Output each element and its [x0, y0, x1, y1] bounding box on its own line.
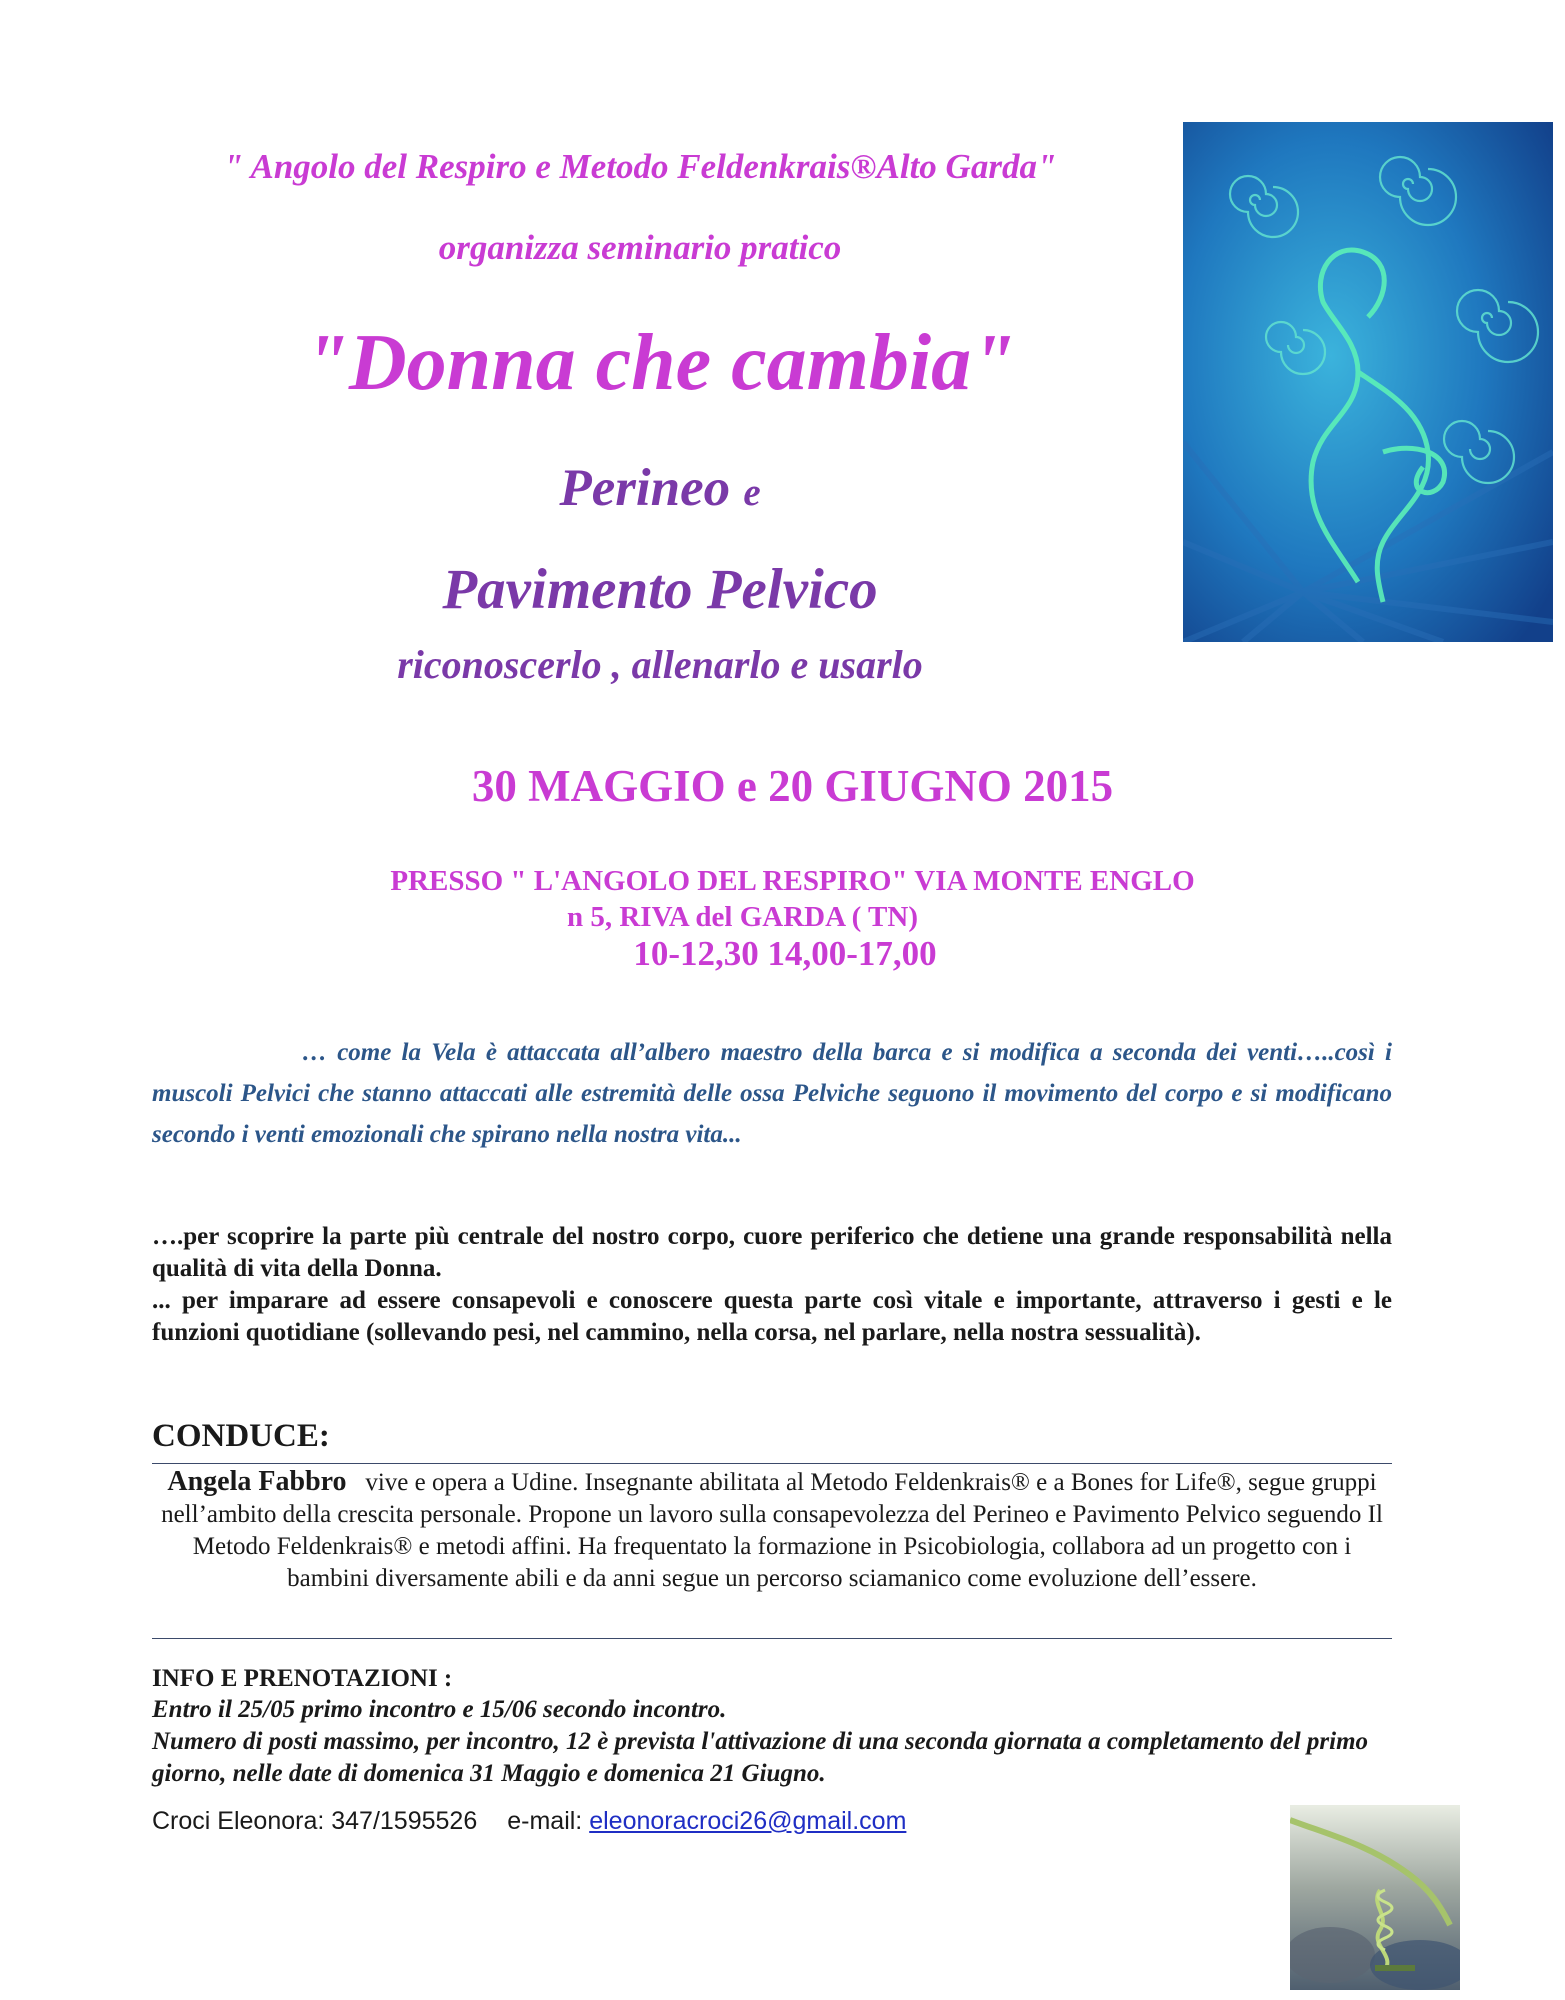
conduce-bio: [152, 1466, 1392, 1595]
purpose-paragraph-2: ... per imparare ad essere consapevoli e conoscere questa parte così vitale e importante, attraverso i gesti e le funzioni quotidiane (sollevando pesi, nel cammino, nella corsa, nel parlare, nella nostra sessualità).: [152, 1287, 1392, 1346]
event-times: 10-12,30 14,00-17,00: [633, 934, 937, 973]
subtitle-perineo: [120, 458, 1200, 518]
instructor-bio: vive e opera a Udine. Insegnante abilitata al Metodo Feldenkrais® e a Bones for Life®, segue gruppi nell’ambito della crescita personale. Propone un lavoro sulla consapevolezza del Perineo e Pavimento Pelvico seguendo Il Metodo Feldenkrais® e metodi affini. Ha frequentato la formazione in Psicobiologia, collabora ad un progetto con i bambini diversamente abili e da anni segue un percorso sciamanico come evoluzione dell’essere.: [161, 1469, 1383, 1592]
instructor-name: Angela Fabbro: [167, 1466, 347, 1497]
event-location-line2: n 5, RIVA del GARDA ( TN): [566, 901, 919, 933]
decorative-plant-image: [1290, 1805, 1460, 1990]
conduce-divider-bottom: [152, 1638, 1392, 1639]
subtitle-perineo-word: Perineo: [559, 459, 731, 517]
subtitle-actions: riconoscerlo , allenarlo e usarlo: [397, 642, 923, 687]
conduce-divider-top: [152, 1463, 1392, 1464]
contact-line: [152, 1807, 906, 1836]
info-heading: INFO E PRENOTAZIONI :: [152, 1665, 453, 1692]
email-link[interactable]: eleonoracroci26@gmail.com: [589, 1807, 907, 1835]
event-dates: 30 MAGGIO e 20 GIUGNO 2015: [471, 761, 1114, 811]
quote-paragraph: [152, 1032, 1392, 1155]
organizes-line: organizza seminario pratico: [438, 228, 842, 267]
purpose-paragraph-1: ….per scoprire la parte più centrale del nostro corpo, cuore periferico che detiene una grande responsabilità nella qualità di vita della Donna.: [152, 1223, 1392, 1282]
info-line-1: Entro il 25/05 primo incontro e 15/06 secondo incontro.: [152, 1696, 727, 1723]
email-label: e-mail:: [507, 1807, 583, 1835]
event-title: "Donna che cambia": [304, 319, 1016, 407]
organizer-line: " Angolo del Respiro e Metodo Feldenkrais®Alto Garda": [223, 147, 1057, 186]
conduce-heading: CONDUCE:: [152, 1418, 330, 1454]
quote-text: … come la Vela è attaccata all’albero maestro della barca e si modifica a seconda dei venti…..così i muscoli Pelvici che stanno attaccati alle estremità delle ossa Pelviche seguono il movimento del corpo e si modificano secondo i venti emozionali che spirano nella nostra vita...: [152, 1039, 1392, 1148]
decorative-artwork-image: [1183, 122, 1553, 642]
purpose-paragraphs: [152, 1221, 1392, 1349]
info-body: [152, 1694, 1392, 1790]
contact-name: Croci Eleonora: 347/1595526: [152, 1807, 478, 1835]
subtitle-pavimento: Pavimento Pelvico: [442, 558, 878, 621]
info-line-2: Numero di posti massimo, per incontro, 12 è prevista l'attivazione di una seconda giornata a completamento del primo giorno, nelle date di domenica 31 Maggio e domenica 21 Giugno.: [152, 1728, 1369, 1787]
subtitle-e-word: e: [743, 471, 761, 514]
event-location-line1: PRESSO " L'ANGOLO DEL RESPIRO" VIA MONTE ENGLO: [390, 865, 1195, 897]
